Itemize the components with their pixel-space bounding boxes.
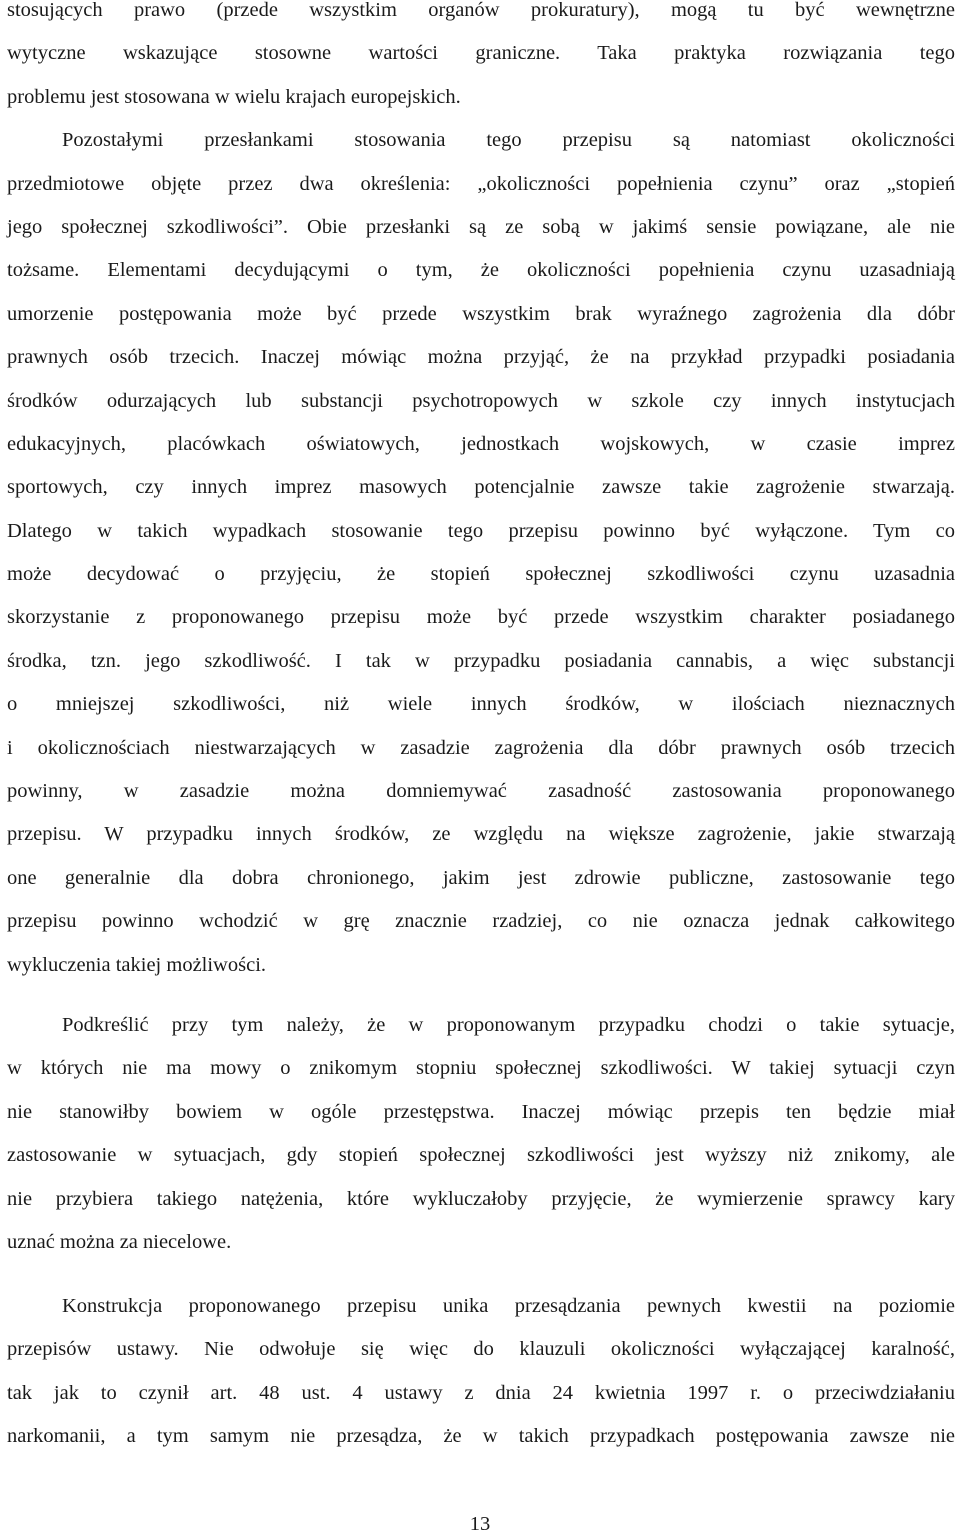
text-line: powinny, w zasadzie można domniemywać zasadność zastosowania proponowanego [7, 780, 955, 803]
text-line: uznać można za niecelowe. [7, 1230, 232, 1253]
text-line: zastosowanie w sytuacjach, gdy stopień społecznej szkodliwości jest wyższy niż znikomy, ale [7, 1144, 955, 1167]
text-line: tak jak to czynił art. 48 ust. 4 ustawy z dnia 24 kwietnia 1997 r. o przeciwdziałaniu [7, 1381, 955, 1404]
text-line: Konstrukcja proponowanego przepisu unika przesądzania pewnych kwestii na poziomie [62, 1295, 955, 1317]
text-line: nie przybiera takiego natężenia, które wykluczałoby przyjęcie, że wymierzenie sprawcy kary [7, 1187, 955, 1210]
text-line: edukacyjnych, placówkach oświatowych, jednostkach wojskowych, w czasie imprez [7, 432, 955, 455]
text-line: tożsame. Elementami decydującymi o tym, że okoliczności popełnienia czynu uzasadniają [7, 259, 955, 282]
text-line: przepisu powinno wchodzić w grę znacznie rzadziej, co nie oznacza jednak całkowitego [7, 910, 955, 933]
text-line: Podkreślić przy tym należy, że w proponowanym przypadku chodzi o takie sytuacje, [62, 1014, 955, 1036]
text-line: przedmiotowe objęte przez dwa określenia: „okoliczności popełnienia czynu” oraz „stopień [7, 172, 955, 195]
text-line: wykluczenia takiej możliwości. [7, 953, 267, 976]
paragraph-block-3 [7, 1285, 955, 1459]
text-line: narkomanii, a tym samym nie przesądza, że w takich przypadkach postępowania zawsze nie [7, 1425, 955, 1448]
paragraph-block-1 [7, 0, 955, 987]
text-line: Dlatego w takich wypadkach stosowanie tego przepisu powinno być wyłączone. Tym co [7, 519, 955, 542]
text-line: Pozostałymi przesłankami stosowania tego przepisu są natomiast okoliczności [62, 129, 955, 152]
text-line: o mniejszej szkodliwości, niż wiele innych środków, w ilościach nieznacznych [7, 693, 955, 716]
text-line: prawnych osób trzecich. Inaczej mówiąc można przyjąć, że na przykład przypadki posiadania [7, 346, 955, 369]
paragraph-block-2 [7, 1004, 955, 1264]
text-line: stosujących prawo (przede wszystkim organów prokuratury), mogą tu być wewnętrzne [7, 0, 955, 21]
text-line: przepisów ustawy. Nie odwołuje się więc do klauzuli okoliczności wyłączającej karalność, [7, 1338, 955, 1361]
text-line: środka, tzn. jego szkodliwość. I tak w przypadku posiadania cannabis, a więc substancji [7, 649, 955, 672]
text-line: skorzystanie z proponowanego przepisu może być przede wszystkim charakter posiadanego [7, 606, 955, 629]
text-line: środków odurzających lub substancji psychotropowych w szkole czy innych instytucjach [7, 389, 955, 412]
text-line: umorzenie postępowania może być przede wszystkim brak wyraźnego zagrożenia dla dóbr [7, 302, 955, 325]
text-line: nie stanowiłby bowiem w ogóle przestępstwa. Inaczej mówiąc przepis ten będzie miał [7, 1100, 955, 1123]
text-line: sportowych, czy innych imprez masowych potencjalnie zawsze takie zagrożenie stwarzają. [7, 476, 955, 499]
text-line: w których nie ma mowy o znikomym stopniu społecznej szkodliwości. W takiej sytuacji czyn [7, 1057, 955, 1080]
text-line: przepisu. W przypadku innych środków, ze względu na większe zagrożenie, jakie stwarzają [7, 823, 955, 846]
text-line: jego społecznej szkodliwości”. Obie przesłanki są ze sobą w jakimś sensie powiązane, ale nie [7, 215, 955, 238]
text-line: może decydować o przyjęciu, że stopień społecznej szkodliwości czynu uzasadnia [7, 563, 955, 586]
text-line: i okolicznościach niestwarzających w zasadzie zagrożenia dla dóbr prawnych osób trzecich [7, 736, 955, 759]
text-line: wytyczne wskazujące stosowne wartości graniczne. Taka praktyka rozwiązania tego [7, 42, 955, 65]
page-number: 13 [469, 1513, 491, 1535]
text-line: one generalnie dla dobra chronionego, jakim jest zdrowie publiczne, zastosowanie tego [7, 866, 955, 889]
text-line: problemu jest stosowana w wielu krajach europejskich. [7, 85, 461, 108]
